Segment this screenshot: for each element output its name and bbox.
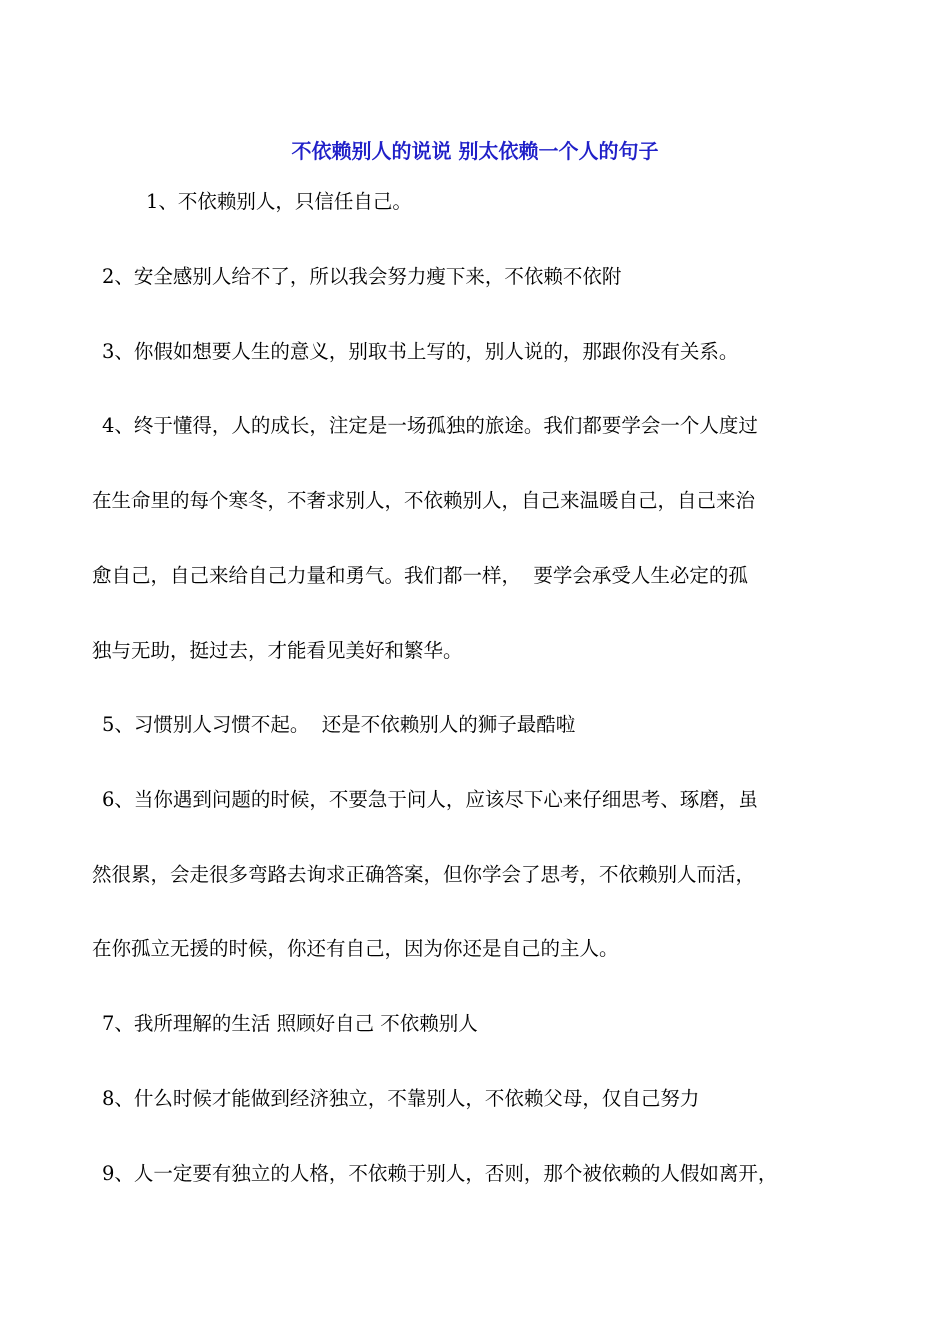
paragraph-line: 7、我所理解的生活 照顾好自己 不依赖别人 [102, 1012, 478, 1035]
paragraph-line: 2、安全感别人给不了，所以我会努力瘦下来，不依赖不依附 [102, 265, 622, 288]
paragraph-line: 在生命里的每个寒冬，不奢求别人，不依赖别人，自己来温暖自己，自己来治 [92, 489, 756, 512]
paragraph-line: 8、什么时候才能做到经济独立，不靠别人，不依赖父母，仅自己努力 [102, 1087, 700, 1110]
paragraph-line: 3、你假如想要人生的意义，别取书上写的，别人说的，那跟你没有关系。 [102, 340, 739, 363]
paragraph-line: 4、终于懂得，人的成长，注定是一场孤独的旅途。我们都要学会一个人度过 [102, 414, 758, 437]
paragraph-line: 然很累，会走很多弯路去询求正确答案，但你学会了思考，不依赖别人而活， [92, 863, 756, 886]
paragraph-line: 独与无助，挺过去，才能看见美好和繁华。 [92, 639, 463, 662]
paragraph-line: 1、不依赖别人，只信任自己。 [146, 190, 412, 213]
paragraph-line: 6、当你遇到问题的时候，不要急于问人，应该尽下心来仔细思考、琢磨，虽 [102, 788, 758, 811]
paragraph-line: 愈自己，自己来给自己力量和勇气。我们都一样， 要学会承受人生必定的孤 [92, 564, 748, 587]
document-title: 不依赖别人的说说 别太依赖一个人的句子 [291, 139, 659, 163]
paragraph-line: 5、习惯别人习惯不起。 还是不依赖别人的狮子最酷啦 [102, 713, 576, 736]
paragraph-line: 在你孤立无援的时候，你还有自己，因为你还是自己的主人。 [92, 937, 619, 960]
paragraph-line: 9、人一定要有独立的人格，不依赖于别人，否则，那个被依赖的人假如离开， [102, 1162, 778, 1185]
